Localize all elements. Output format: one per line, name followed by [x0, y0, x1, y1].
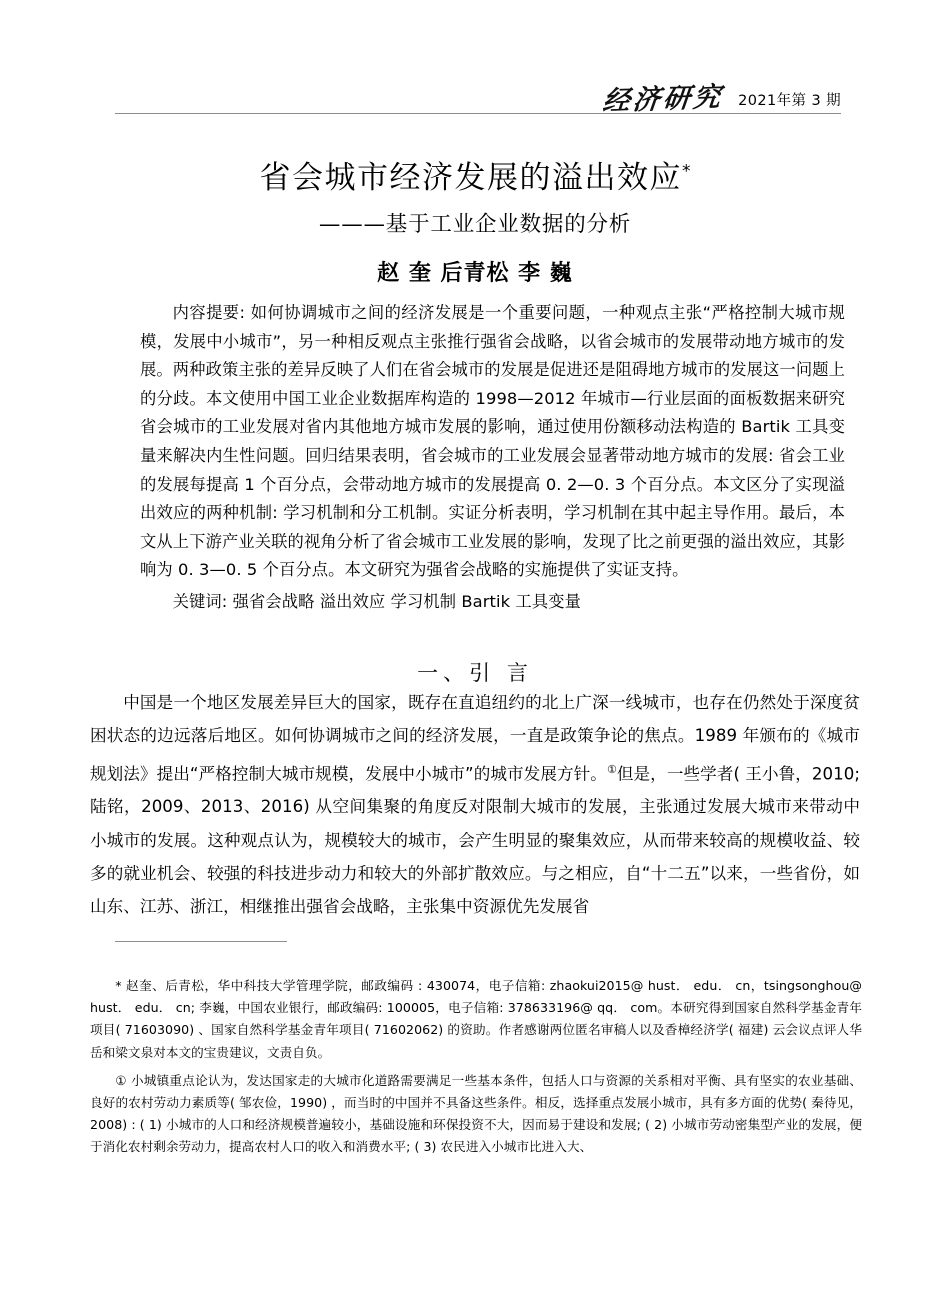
title-footnote-marker: *: [682, 161, 691, 182]
body-paragraph: [90, 686, 860, 924]
footnote-area: [90, 975, 862, 1165]
issue-label: 2021年第 3 期: [738, 93, 841, 109]
author-list: 赵 奎 后青松 李 巍: [377, 261, 573, 286]
article-title: 省会城市经济发展的溢出效应: [259, 159, 682, 196]
abstract-block: [140, 299, 845, 617]
footnote-reference-1[interactable]: ①: [606, 762, 617, 776]
journal-logo: 经济研究: [601, 81, 725, 118]
body-paragraph-part-2: 但是，一些学者( 王小鲁，2010; 陆铭，2009、2013、2016) 从空间集聚的角度反对限制大城市的发展，主张通过发展大城市来带动中小城市的发展。这种观点认为，规模较大的城市，会产生明显的聚集效应，从而带来较高的规模收益、较多的就业机会、较强的科技进步动力和较大的外部扩散效应。与之相应，自“十二五”以来，一些省份，如山东、江苏、浙江，相继推出强省会战略，主张集中资源优先发展省: [90, 764, 860, 917]
footnote-divider: [115, 941, 287, 942]
keywords-line: 关键词: 强省会战略 溢出效应 学习机制 Bartik 工具变量: [172, 591, 581, 611]
masthead: [115, 78, 841, 118]
page-title: [0, 159, 950, 198]
body-block: [90, 686, 860, 924]
footnote-1: ① 小城镇重点论认为，发达国家走的大城市化道路需要满足一些基本条件，包括人口与资源的关系相对平衡、具有坚实的农业基础、良好的农村劳动力素质等( 邹农俭，1990) ，而当时的中国并不具备这些条件。相反，选择重点发展小城市，具有多方面的优势( 秦待见，2008) : ( 1) 小城市的人口和经济规模普遍较小，基础设施和环保投资不大，因而易于建设和发展; ( 2) 小城市劳动密集型产业的发展，便于消化农村剩余劳动力，提高农村人口的收入和消费水平; ( 3) 农民进入小城市比进入大、: [90, 1072, 862, 1155]
body-paragraph-part-1: 中国是一个地区发展差异巨大的国家，既存在直追纽约的北上广深一线城市，也存在仍然处于深度贫困状态的边远落后地区。如何协调城市之间的经济发展，一直是政策争论的焦点。1989 年颁布的《城市规划法》提出“严格控制大城市规模，发展中小城市”的城市发展方针。: [90, 693, 860, 784]
section-heading-introduction: 一、引 言: [417, 661, 533, 686]
article-subtitle: ———基于工业企业数据的分析: [318, 212, 632, 237]
abstract-text: 内容提要: 如何协调城市之间的经济发展是一个重要问题，一种观点主张“严格控制大城市规模，发展中小城市”，另一种相反观点主张推行强省会战略，以省会城市的发展带动地方城市的发展。两种政策主张的差异反映了人们在省会城市的发展是促进还是阻碍地方城市的发展这一问题上的分歧。本文使用中国工业企业数据库构造的 1998—2012 年城市—行业层面的面板数据来研究省会城市的工业发展对省内其他地方城市发展的影响，通过使用份额移动法构造的 Bartik 工具变量来解决内生性问题。回归结果表明，省会城市的工业发展会显著带动地方城市的发展: 省会工业的发展每提高 1 个百分点，会带动地方城市的发展提高 0. 2—0. 3 个百分点。本文区分了实现溢出效应的两种机制: 学习机制和分工机制。实证分析表明，学习机制在其中起主导作用。最后，本文从上下游产业关联的视角分析了省会城市工业发展的影响，发现了比之前更强的溢出效应，其影响为 0. 3—0. 5 个百分点。本文研究为强省会战略的实施提供了实证支持。: [140, 303, 845, 580]
masthead-divider: [115, 113, 841, 114]
footnote-author-affiliation: * 赵奎、后青松，华中科技大学管理学院，邮政编码 : 430074，电子信箱: zhaokui2015@ hust． edu． cn，tsingsonghou@ hust． edu． cn; 李巍，中国农业银行，邮政编码: 100005，电子信箱: 378633196@ qq． com。本研究得到国家自然科学基金青年项目( 71603090) 、国家自然科学基金青年项目( 71602062) 的资助。作者感谢两位匿名审稿人以及香樟经济学( 福建) 云会议点评人华岳和梁文泉对本文的宝贵建议，文责自负。: [90, 978, 862, 1060]
